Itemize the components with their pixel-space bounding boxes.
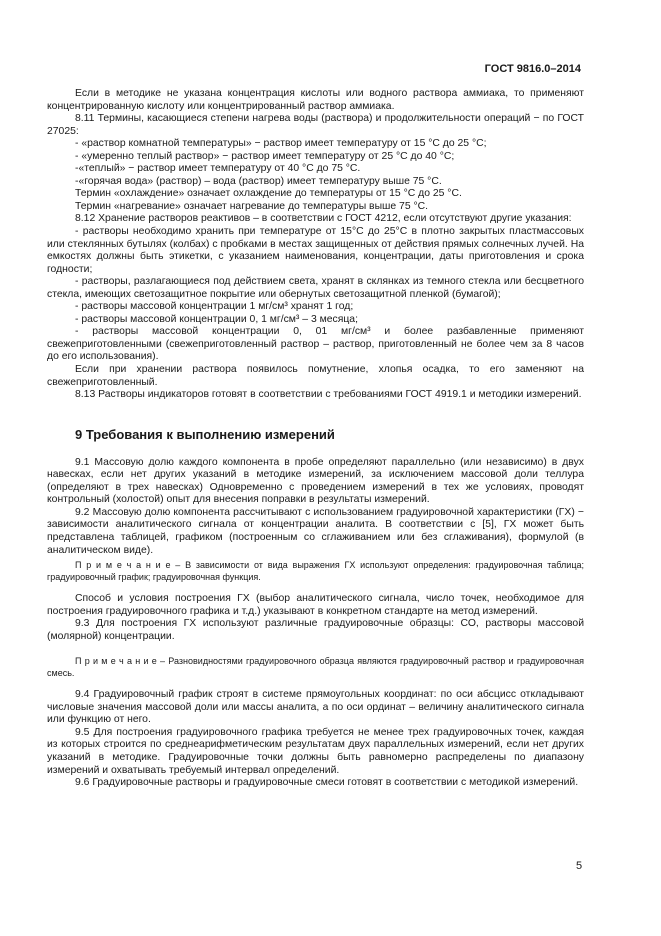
paragraph: Способ и условия построения ГХ (выбор аналитического сигнала, число точек, необходимое для построения градуировочного графика и т.д.) указывают в конкретном стандарте на метод измерений. (47, 593, 584, 617)
paragraph: Термин «охлаждение» означает охлаждение до температуры от 15 °С до 25 °С. (75, 188, 462, 200)
paragraph: - «раствор комнатной температуры» − раствор имеет температуру от 15 °С до 25 °С; (75, 138, 487, 150)
paragraph: 8.11 Термины, касающиеся степени нагрева воды (раствора) и продолжительности операций − по ГОСТ 27025: (47, 113, 584, 137)
note: П р и м е ч а н и е – Разновидностями градуировочного образца являются градуировочный раствор и градуировочная смесь. (47, 656, 584, 679)
paragraph: - растворы массовой концентрации 0, 01 мг/см³ и более разбавленные применяют свежеприготовленными (свежеприготовленный раствор – раствор, приготовленный не более чем за 8 часов до его использования). (47, 326, 584, 363)
note: П р и м е ч а н и е – В зависимости от вида выражения ГХ используют определения: градуировочная таблица; градуировочный график; градуировочная функция. (47, 560, 584, 583)
page-number: 5 (576, 860, 583, 872)
paragraph: - «умеренно теплый раствор» − раствор имеет температуру от 25 °С до 40 °С; (75, 150, 455, 162)
page-body (47, 88, 584, 790)
paragraph: - растворы необходимо хранить при температуре от 15°С до 25°С в плотно закрытых пластмассовых или стеклянных бутылях (колбах) с пробками в местах защищенных от действия прямых солнечных лучей. На емкостях должны быть этикетки, с указанием наименования, концентрации, даты приготовления и срока годности; (47, 226, 584, 275)
paragraph: - растворы, разлагающиеся под действием света, хранят в склянках из темного стекла или бесцветного стекла, имеющих светозащитное покрытие или обернутых светозащитной пленкой (бумагой); (47, 276, 584, 300)
paragraph: -«горячая вода» (раствор) – вода (раствор) имеет температуру выше 75 °С. (75, 175, 442, 187)
paragraph: 9.4 Градуировочный график строят в системе прямоугольных координат: по оси абсцисс откладывают числовые значения массовой доли или массы аналита, а по оси ординат – величину аналитического сигнала или функцию от него. (47, 689, 584, 726)
paragraph: 9.2 Массовую долю компонента рассчитывают с использованием градуировочной характеристики (ГХ) − зависимости аналитического сигнала от концентрации аналита. В соответствии с [5], ГХ может быть представлена таблицей, графиком (построенным со сглаживанием или без сглаживания), формулой (в аналитическом виде). (47, 506, 584, 556)
paragraph: 9.5 Для построения градуировочного графика требуется не менее трех градуировочных точек, каждая из которых строится по среднеарифметическим результатам двух параллельных измерений, если нет других указаний в методике. Градуировочные точки должны быть равномерно распределены по диапазону измерений и охватывать требуемый интервал определений. (47, 726, 584, 776)
paragraph: 9.1 Массовую долю каждого компонента в пробе определяют параллельно (или независимо) в двух навесках, если нет других указаний в методике измерений, за исключением массовой доли теллура (определяют в трех навесках) Одновременно с проведением измерений в тех же условиях, проводят контрольный (холостой) опыт для внесения поправки в результаты измерений. (47, 456, 584, 506)
section-heading: 9 Требования к выполнению измерений (75, 426, 335, 442)
standard-header: ГОСТ 9816.0–2014 (484, 63, 581, 75)
paragraph: 9.6 Градуировочные растворы и градуировочные смеси готовят в соответствии с методикой измерений. (75, 777, 579, 789)
paragraph: 8.12 Хранение растворов реактивов – в соответствии с ГОСТ 4212, если отсутствуют другие указания: (75, 213, 572, 225)
paragraph: -«теплый» − раствор имеет температуру от 40 °С до 75 °С. (75, 163, 361, 175)
paragraph: Если в методике не указана концентрация кислоты или водного раствора аммиака, то применяют концентрированную кислоту или концентрированный раствор аммиака. (47, 88, 584, 112)
paragraph: 9.3 Для построения ГХ используют различные градуировочные образцы: СО, растворы массовой (молярной) концентрации. (47, 618, 584, 642)
paragraph: Термин «нагревание» означает нагревание до температуры выше 75 °С. (75, 200, 429, 212)
paragraph: - растворы массовой концентрации 0, 1 мг/см³ – 3 месяца; (75, 313, 358, 325)
paragraph: 8.13 Растворы индикаторов готовят в соответствии с требованиями ГОСТ 4919.1 и методики измерений. (75, 389, 582, 401)
paragraph: - растворы массовой концентрации 1 мг/см³ хранят 1 год; (75, 301, 354, 313)
paragraph: Если при хранении раствора появилось помутнение, хлопья осадка, то его заменяют на свежеприготовленный. (47, 364, 584, 388)
